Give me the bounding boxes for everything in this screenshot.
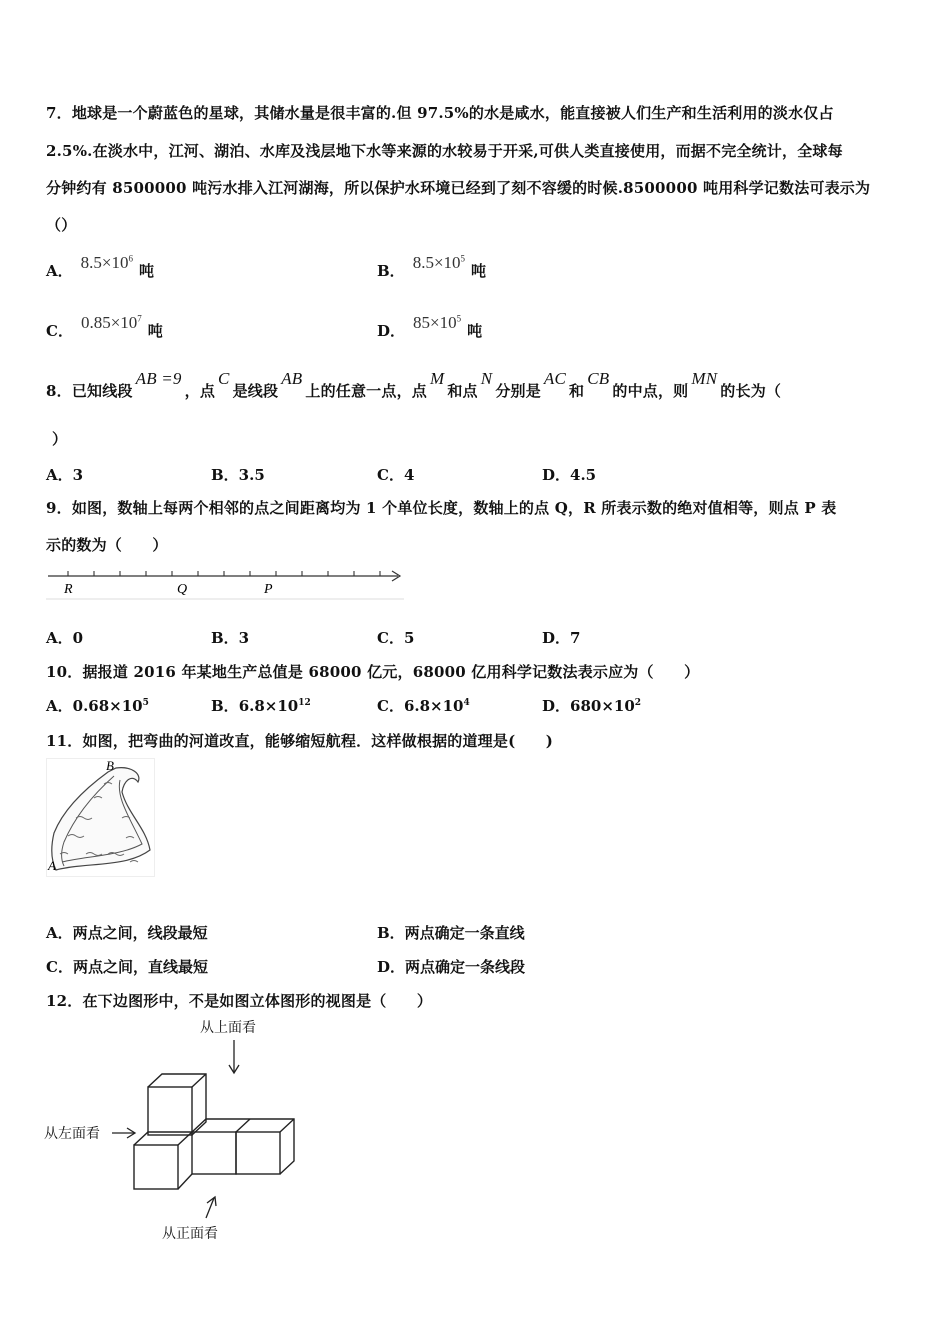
q7-text-line-1: 7．地球是一个蔚蓝色的星球，其储水量是很丰富的.但 97.5%的水是咸水，能直接被人们生产和生活利用的淡水仅占 [46, 104, 834, 122]
number-line-ticks [68, 571, 380, 576]
q7-option-d[interactable]: D． $85\times 10^5$吨 [377, 313, 483, 340]
q7-option-b[interactable]: B． $8.5\times 10^5$吨 [377, 253, 487, 280]
view-arrows [112, 1040, 239, 1218]
q7-option-c[interactable]: C． $0.85\times 10^7$吨 [46, 313, 163, 340]
q10-option-a[interactable]: A．$0.68\times 10^5$ [46, 697, 149, 715]
q7-text-line-2: 2.5%.在淡水中，江河、湖泊、水库及浅层地下水等来源的水较易于开采,可供人类直接使用，而据不完全统计，全球每 [46, 142, 843, 160]
q8-option-c[interactable]: C．4 [377, 466, 415, 484]
q11-option-c[interactable]: C．两点之间，直线最短 [46, 958, 208, 976]
q11-option-d[interactable]: D．两点确定一条线段 [377, 958, 526, 976]
q11-option-a[interactable]: A．两点之间，线段最短 [46, 924, 208, 942]
number-line-figure [46, 563, 406, 601]
q9-option-c[interactable]: C．5 [377, 629, 415, 647]
top-view-caption: 从上面看 [200, 1020, 256, 1036]
cubes-svg [40, 1012, 320, 1244]
point-b-label: B [106, 758, 114, 773]
river-svg [46, 758, 156, 878]
q9-option-b[interactable]: B．3 [211, 629, 250, 647]
q8-option-a[interactable]: A．3 [46, 466, 84, 484]
point-r-label: R [64, 582, 73, 597]
river-figure [46, 758, 156, 878]
point-p-label: P [264, 582, 273, 597]
q9-text-line-1: 9．如图，数轴上每两个相邻的点之间距离均为 1 个单位长度，数轴上的点 Q，R 所表示数的绝对值相等，则点 P 表 [46, 499, 837, 517]
q10-option-d[interactable]: D．$680\times 10^2$ [542, 697, 642, 715]
q11-text-line-1: 11．如图，把弯曲的河道改直，能够缩短航程．这样做根据的道理是( ) [46, 732, 554, 750]
left-view-caption: 从左面看 [44, 1126, 100, 1142]
q12-text-line-1: 12．在下边图形中，不是如图立体图形的视图是（ ） [46, 992, 433, 1010]
point-q-label: Q [177, 582, 188, 597]
q10-text-line-1: 10．据报道 2016 年某地生产总值是 68000 亿元，68000 亿用科学记数法表示应为（ ） [46, 663, 700, 681]
point-a-label: A [48, 858, 56, 873]
q7-option-a[interactable]: A． $8.5\times 10^6$吨 [46, 253, 154, 280]
number-line-svg [46, 563, 406, 601]
q8-text-close: ） [52, 430, 68, 448]
q10-option-c[interactable]: C．$6.8\times 10^4$ [377, 697, 470, 715]
cubes-figure [40, 1012, 320, 1244]
cube-stack [134, 1074, 294, 1189]
q8-text-line-1: 8．已知线段AB =9，点C是线段AB上的任意一点，点M和点N分别是AC和CB的中点，则MN的长为（ [46, 369, 782, 400]
q7-text-line-3: 分钟约有 8500000 吨污水排入江河湖海，所以保护水环境已经到了刻不容缓的时候.8500000 吨用科学记数法可表示为 [46, 179, 871, 197]
q9-option-a[interactable]: A．0 [46, 629, 84, 647]
front-view-caption: 从正面看 [162, 1226, 218, 1242]
q7-text-line-4: （） [46, 216, 77, 234]
q10-option-b[interactable]: B．$6.8\times 10^{12}$ [211, 697, 311, 715]
q9-text-line-2: 示的数为（ ） [46, 536, 168, 554]
q9-option-d[interactable]: D．7 [542, 629, 581, 647]
q11-option-b[interactable]: B．两点确定一条直线 [377, 924, 525, 942]
q8-option-b[interactable]: B．3.5 [211, 466, 265, 484]
q8-option-d[interactable]: D．4.5 [542, 466, 597, 484]
